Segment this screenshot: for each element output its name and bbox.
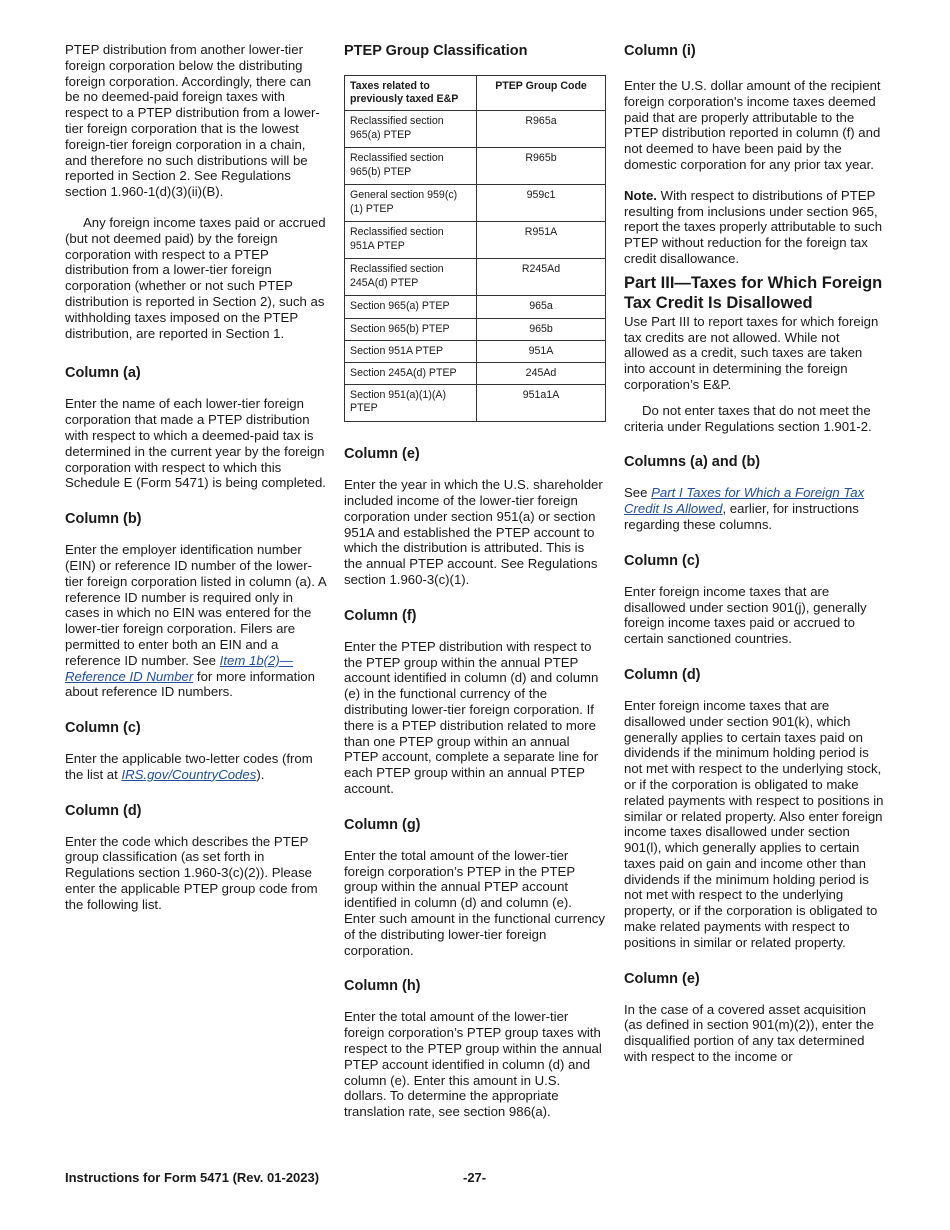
reference-id-link[interactable]: Item 1b(2)—Reference ID Number bbox=[65, 652, 293, 684]
table-cell: Reclassified section 951A PTEP bbox=[345, 222, 477, 259]
table-cell-code: R965b bbox=[477, 148, 606, 185]
table-title: PTEP Group Classification bbox=[344, 43, 528, 59]
note-paragraph: Note. With respect to distributions of PTEP resulting from inclusions under section 965, report the taxes properly attributable to such PTEP without reduction for the foreign tax credit disallowance. bbox=[624, 187, 883, 266]
part-3-heading: Part III—Taxes for Which Foreign Tax Credit Is Disallowed bbox=[624, 273, 883, 313]
column-i-text: Enter the U.S. dollar amount of the recipient foreign corporation's income taxes deemed paid that are properly attributable to the PTEP distribution reported in column (f) and not deemed to have been paid by the domestic corporation for any prior tax year. bbox=[624, 78, 881, 172]
table-cell: Section 951A PTEP bbox=[345, 340, 477, 362]
table-cell-code: 965a bbox=[477, 296, 606, 318]
left-column bbox=[65, 42, 327, 913]
paragraph: Do not enter taxes that do not meet the criteria under Regulations section 1.901-2. bbox=[624, 402, 872, 434]
table-cell: Section 965(b) PTEP bbox=[345, 318, 477, 340]
column-i-heading: Column (i) bbox=[624, 43, 696, 59]
table-cell: Reclassified section 245A(d) PTEP bbox=[345, 259, 477, 296]
table-cell: General section 959(c) (1) PTEP bbox=[345, 185, 477, 222]
table-row bbox=[345, 222, 606, 259]
table-row bbox=[345, 318, 606, 340]
table-cell-code: 245Ad bbox=[477, 363, 606, 385]
note-label: Note. bbox=[624, 187, 657, 203]
table-cell: Reclassified section 965(b) PTEP bbox=[345, 148, 477, 185]
country-codes-link[interactable]: IRS.gov/CountryCodes bbox=[121, 766, 257, 782]
column-h-text: Enter the total amount of the lower-tier foreign corporation’s PTEP group taxes with respect to the PTEP group within the annual PTEP account identified in column (d) and column (e). Enter this amount in U.S. dollars. To determine the appropriate translation rate, see section 986(a). bbox=[344, 1009, 602, 1120]
table-row bbox=[345, 385, 606, 422]
table-row bbox=[345, 363, 606, 385]
column-d-text: Enter the code which describes the PTEP group classification (as set forth in Regulations section 1.960-3(c)(2)). Please enter the applicable PTEP group code from the following list. bbox=[65, 833, 318, 912]
paragraph: Use Part III to report taxes for which foreign tax credits are not allowed. While not allowed as a credit, such taxes are taken into account in determining the foreign corporation’s E&P. bbox=[624, 313, 879, 392]
column-e-text: In the case of a covered asset acquisition (as defined in section 901(m)(2)), enter the disqualified portion of any tax determined with respect to the income or bbox=[624, 1001, 874, 1065]
table-row bbox=[345, 296, 606, 318]
column-d-heading: Column (d) bbox=[624, 666, 701, 683]
table-cell-code: R245Ad bbox=[477, 259, 606, 296]
column-d-heading: Column (d) bbox=[65, 802, 142, 819]
column-h-heading: Column (h) bbox=[344, 978, 421, 995]
columns-a-b-text: See Part I Taxes for Which a Foreign Tax Credit Is Allowed, earlier, for instructions regarding these columns. bbox=[624, 485, 865, 532]
column-c-heading: Column (c) bbox=[65, 720, 141, 737]
column-b-text: Enter the employer identification number (EIN) or reference ID number of the lower-tier foreign corporation listed in column (a). A reference ID number is required only in cases in which no EIN was entered for the lower-tier foreign corporation. Filers are permitted to enter both an EIN and a reference ID number. See Item 1b(2)—Reference ID Number for more information about reference ID numbers. bbox=[65, 542, 326, 700]
paragraph: Any foreign income taxes paid or accrued (but not deemed paid) by the foreign corporation with respect to a PTEP distribution from a lower-tier foreign corporation (whether or not such PTEP distribution is reported in Section 2), such as withholding taxes imposed on the PTEP distribution, are reported in Section 1. bbox=[65, 214, 326, 341]
column-a-heading: Column (a) bbox=[65, 365, 141, 382]
table-cell-code: R965a bbox=[477, 111, 606, 148]
table-cell-code: 959c1 bbox=[477, 185, 606, 222]
table-header-cell: Taxes related to previously taxed E&P bbox=[345, 76, 477, 111]
column-c-text: Enter the applicable two-letter codes (from the list at IRS.gov/CountryCodes). bbox=[65, 751, 313, 782]
column-g-text: Enter the total amount of the lower-tier foreign corporation’s PTEP in the PTEP group within the annual PTEP account identified in column (d) and column (e). Enter such amount in the functional currency of the distributing lower-tier foreign corporation. bbox=[344, 847, 605, 958]
column-a-text: Enter the name of each lower-tier foreign corporation that made a PTEP distribution with respect to which a deemed-paid tax is determined in the current year by the foreign corporation with respect to which this Schedule E (Form 5471) is being completed. bbox=[65, 396, 326, 491]
table-row bbox=[345, 340, 606, 362]
column-g-heading: Column (g) bbox=[344, 816, 421, 833]
column-b-heading: Column (b) bbox=[65, 511, 142, 528]
column-e-text: Enter the year in which the U.S. shareholder included income of the lower-tier foreign corporation under section 951(a) or section 951A and established the PTEP account to which the distribution is attributed. This is the annual PTEP account. See Regulations section 1.960-3(c)(1). bbox=[344, 477, 603, 587]
table-cell-code: R951A bbox=[477, 222, 606, 259]
table-cell-code: 951a1A bbox=[477, 385, 606, 422]
table-cell-code: 951A bbox=[477, 340, 606, 362]
table-row bbox=[345, 259, 606, 296]
table-row bbox=[345, 148, 606, 185]
column-e-heading: Column (e) bbox=[344, 446, 420, 463]
table-cell-code: 965b bbox=[477, 318, 606, 340]
table-row bbox=[345, 185, 606, 222]
table-cell: Section 965(a) PTEP bbox=[345, 296, 477, 318]
table-cell: Section 245A(d) PTEP bbox=[345, 363, 477, 385]
right-column bbox=[624, 42, 886, 1065]
page-footer bbox=[65, 1170, 886, 1186]
table-row bbox=[345, 111, 606, 148]
ptep-group-table bbox=[344, 75, 606, 422]
column-c-heading: Column (c) bbox=[624, 552, 700, 569]
form-title: Instructions for Form 5471 (Rev. 01-2023) bbox=[65, 1170, 320, 1185]
column-d-text: Enter foreign income taxes that are disallowed under section 901(k), which generally applies to certain taxes paid on dividends if the minimum holding period is not met with respect to the underlying stock, or if the corporation is obligated to make related payments with respect to positions in similar or related property. Also enter foreign income taxes disallowed under section 901(l), which generally applies to certain taxes paid on gain and income other than dividends if the minimum holding period is not met with respect to the underlying property, or if the corporation is obligated to make related payments with respect to positions in similar or related property. bbox=[624, 697, 884, 950]
middle-column bbox=[344, 42, 606, 1120]
column-f-text: Enter the PTEP distribution with respect to the PTEP group within the annual PTEP account identified in column (d) and column (e) in the functional currency of the distributing lower-tier foreign corporation. If there is a PTEP distribution related to more than one PTEP group within an annual PTEP account, complete a separate line for each PTEP group within an annual PTEP account. bbox=[344, 638, 599, 796]
column-e-heading: Column (e) bbox=[624, 970, 700, 987]
paragraph: PTEP distribution from another lower-tier foreign corporation below the distributing foreign corporation. Accordingly, there can be no deemed-paid foreign taxes with respect to a PTEP distribution from a lower-tier foreign corporation that is the lowest foreign-tier foreign corporation in a chain, and therefore no such distributions will be reported in Section 2. See Regulations section 1.960-1(d)(3)(ii)(B). bbox=[65, 42, 320, 200]
part-1-link[interactable]: Part I Taxes for Which a Foreign Tax Credit Is Allowed bbox=[624, 485, 865, 517]
table-header-cell: PTEP Group Code bbox=[477, 76, 606, 111]
columns-a-b-heading: Columns (a) and (b) bbox=[624, 454, 761, 471]
table-cell: Reclassified section 965(a) PTEP bbox=[345, 111, 477, 148]
table-cell: Section 951(a)(1)(A) PTEP bbox=[345, 385, 477, 422]
column-f-heading: Column (f) bbox=[344, 607, 417, 624]
page-number: -27- bbox=[463, 1170, 487, 1185]
column-c-text: Enter foreign income taxes that are disallowed under section 901(j), generally foreign income taxes paid or accrued to certain sanctioned countries. bbox=[624, 583, 867, 647]
